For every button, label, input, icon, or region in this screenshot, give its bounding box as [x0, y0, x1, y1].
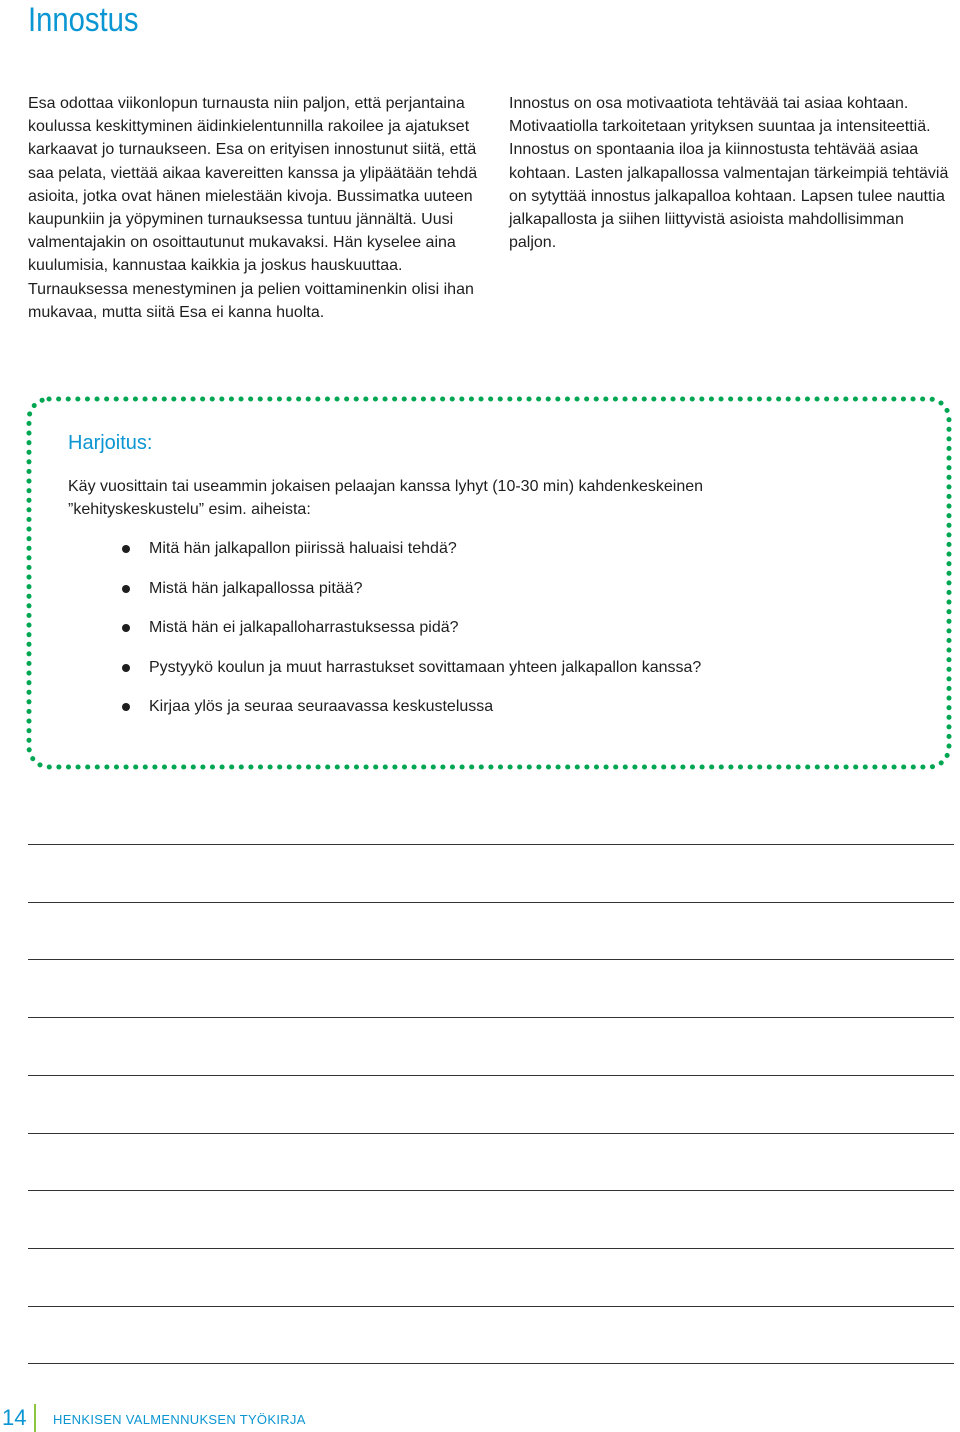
footer-divider — [34, 1404, 36, 1432]
exercise-intro: Käy vuosittain tai useammin jokaisen pelaajan kanssa lyhyt (10-30 min) kahdenkeskeinen ”kehityskeskustelu” esim. aiheista: — [68, 478, 704, 518]
question-text: Kirjaa ylös ja seuraa seuraavassa keskustelussa — [149, 698, 494, 715]
writing-line — [28, 959, 954, 960]
page-title: Innostus — [28, 1, 139, 39]
list-item — [68, 615, 701, 655]
bullet-icon — [122, 664, 130, 672]
question-text: Mitä hän jalkapallon piirissä haluaisi tehdä? — [149, 540, 457, 557]
writing-line — [28, 844, 954, 845]
page-number: 14 — [2, 1405, 27, 1430]
bullet-icon — [122, 703, 130, 711]
story-paragraph: Esa odottaa viikonlopun turnausta niin paljon, että perjantaina koulussa keskittyminen äidinkielentunnilla rakoilee ja ajatukset karkaavat jo turnaukseen. Esa on erityisen innostunut siitä, että saa pelata, viettää aikaa kavereitten kanssa ja ylipäätään tehdä asioita, jotka ovat hänen mielestään kivoja. Bussimatka uuteen kaupunkiin ja yöpyminen turnauksessa tuntuu jännältä. Uusi valmentajakin on osoittautunut mukavaksi. Hän kyselee aina kuulumisia, kannustaa kaikkia ja joskus hauskuuttaa. Turnauksessa menestyminen ja pelien voittaminenkin olisi ihan mukavaa, mutta siitä Esa ei kanna huolta. — [28, 95, 478, 321]
list-item — [68, 694, 701, 734]
bullet-icon — [122, 545, 130, 553]
writing-line — [28, 1306, 954, 1307]
list-item — [68, 536, 701, 576]
writing-line — [28, 1190, 954, 1191]
question-text: Pystyykö koulun ja muut harrastukset sovittamaan yhteen jalkapallon kanssa? — [149, 658, 702, 676]
definition-paragraph: Innostus on osa motivaatiota tehtävää tai asiaa kohtaan. Motivaatiolla tarkoitetaan yrityksen suuntaa ja intensiteettiä. Innostus on spontaania iloa ja kiinnostusta tehtävää asiaa kohtaan. Lasten jalkapallossa valmentajan tärkeimpiä tehtäviä on sytyttää innostus jalkapalloa kohtaan. Lapsen tulee nauttia jalkapallosta ja siihen liittyvistä asioista mahdollisimman paljon. — [509, 95, 949, 252]
writing-line — [28, 1363, 954, 1364]
writing-line — [28, 1075, 954, 1076]
question-list — [68, 536, 701, 734]
bullet-icon — [122, 624, 130, 632]
writing-line — [28, 1133, 954, 1134]
question-text: Mistä hän ei jalkapalloharrastuksessa pidä? — [149, 619, 459, 636]
question-text: Mistä hän jalkapallossa pitää? — [149, 579, 363, 597]
book-title: HENKISEN VALMENNUKSEN TYÖKIRJA — [53, 1412, 306, 1427]
list-item — [68, 655, 701, 695]
exercise-heading: Harjoitus: — [68, 432, 153, 454]
writing-line — [28, 1017, 954, 1018]
bullet-icon — [122, 585, 130, 593]
writing-line — [28, 1248, 954, 1249]
list-item — [68, 576, 701, 616]
writing-line — [28, 902, 954, 903]
